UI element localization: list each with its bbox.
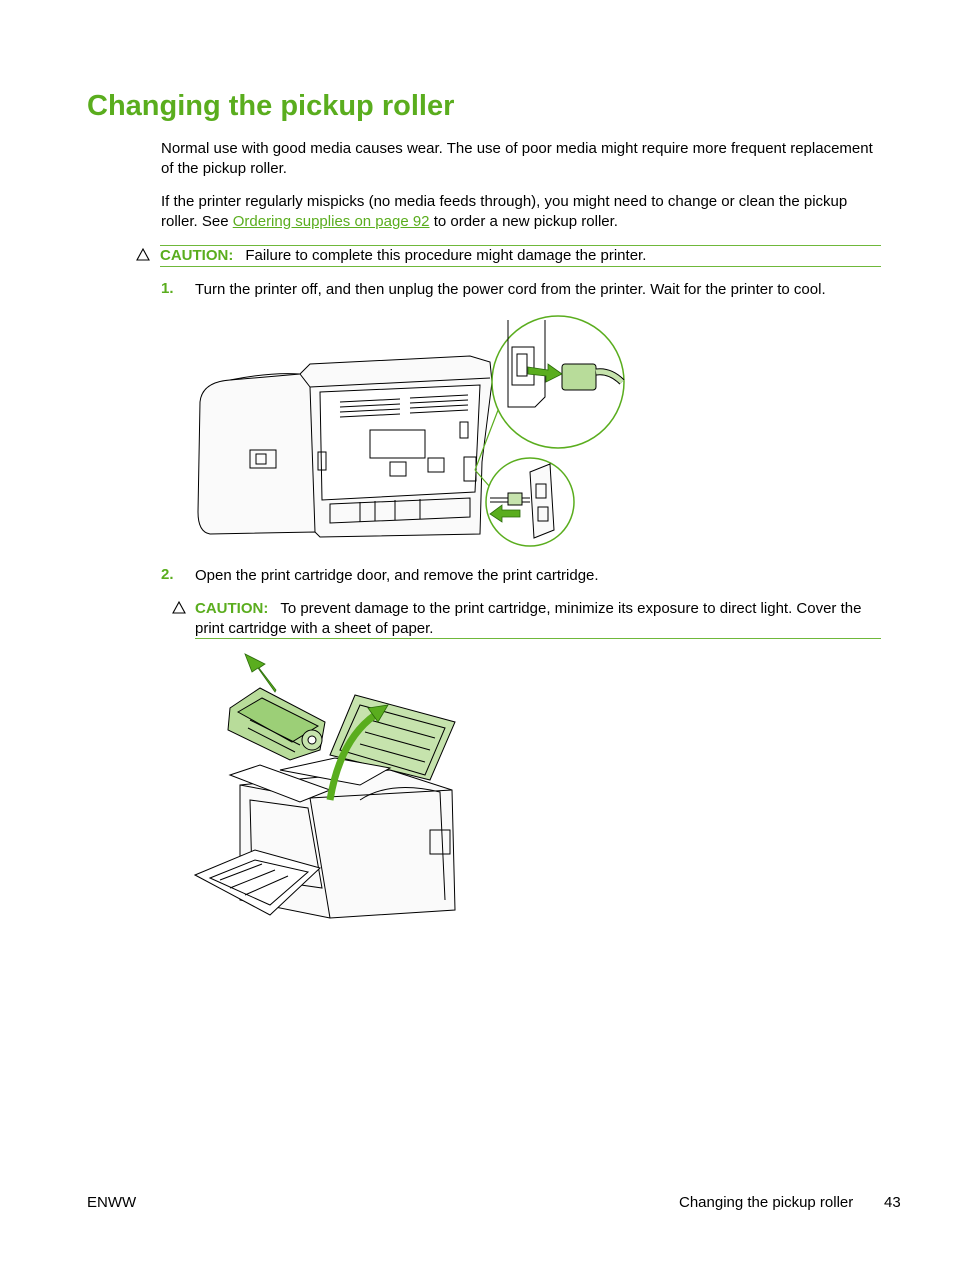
page-title: Changing the pickup roller (87, 90, 455, 122)
step-text-1: Turn the printer off, and then unplug the power cord from the printer. Wait for the printer to cool. (195, 281, 826, 298)
caution-text: Failure to complete this procedure might damage the printer. (245, 247, 647, 264)
caution-triangle-icon (172, 601, 186, 614)
footer-left-label: ENWW (87, 1194, 137, 1211)
footer-section-title: Changing the pickup roller (679, 1194, 854, 1211)
caution-text: To prevent damage to the print cartridge, minimize its exposure to direct light. Cover the print cartridge with a sheet of paper. (195, 600, 862, 637)
caution-box-1 (160, 245, 881, 267)
intro-2-text-after: to order a new pickup roller. (429, 212, 618, 230)
intro-2-text-before: If the printer regularly mispicks (no media feeds through), you might need to change or clean the pickup roller. See (161, 193, 848, 230)
ordering-supplies-link[interactable]: Ordering supplies on page 92 (232, 212, 430, 230)
caution-label: CAUTION: (160, 247, 234, 264)
page-number: 43 (884, 1194, 901, 1211)
caution-label: CAUTION: (195, 600, 269, 617)
step-number-1: 1. (161, 280, 174, 297)
remove-print-cartridge-illustration (190, 650, 470, 930)
caution-box-2 (195, 599, 881, 639)
step-number-2: 2. (161, 566, 174, 583)
unplug-power-cord-illustration (190, 312, 630, 552)
caution-triangle-icon (136, 248, 150, 261)
step-text-2: Open the print cartridge door, and remove the print cartridge. (195, 567, 599, 584)
intro-paragraph-1: Normal use with good media causes wear. The use of poor media might require more frequent replacement of the pickup roller. (161, 140, 873, 177)
intro-paragraph-2 (161, 192, 886, 231)
